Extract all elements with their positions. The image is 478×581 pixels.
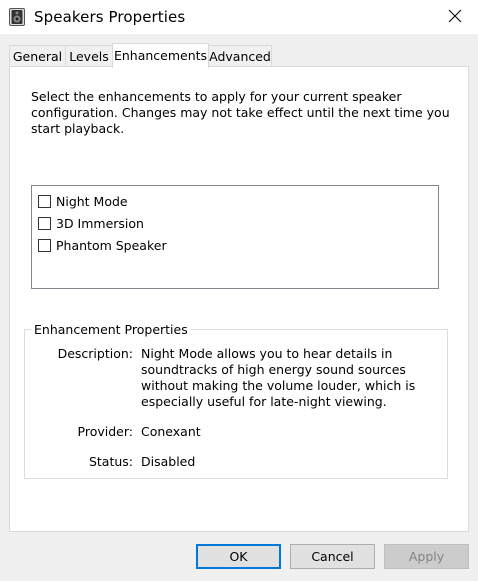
description-label: Description: [57, 346, 133, 361]
enhancement-label: 3D Immersion [56, 215, 144, 231]
intro-text: Select the enhancements to apply for your current speaker configuration. Changes may not take effect until the next time you start playback. [31, 89, 450, 136]
ok-button[interactable]: OK [196, 544, 281, 569]
list-item[interactable] [38, 214, 144, 232]
night-mode-checkbox[interactable] [38, 195, 51, 208]
status-value: Disabled [141, 454, 196, 469]
group-title: Enhancement Properties [31, 322, 191, 337]
close-button[interactable] [432, 0, 478, 32]
enhancements-panel [9, 66, 469, 532]
3d-immersion-checkbox[interactable] [38, 217, 51, 230]
tab-advanced[interactable]: Advanced [208, 45, 272, 67]
status-label: Status: [88, 454, 133, 469]
enhancement-properties-group [24, 322, 448, 479]
phantom-speaker-checkbox[interactable] [38, 239, 51, 252]
speaker-icon [9, 8, 25, 26]
provider-label: Provider: [77, 424, 133, 439]
window-title: Speakers Properties [34, 8, 186, 26]
list-item[interactable] [38, 192, 128, 210]
tab-enhancements[interactable]: Enhancements [112, 43, 209, 68]
provider-value: Conexant [141, 424, 201, 439]
apply-button[interactable]: Apply [384, 544, 469, 569]
title-bar [0, 0, 478, 34]
cancel-button[interactable]: Cancel [290, 544, 375, 569]
close-icon [448, 9, 462, 23]
description-value: Night Mode allows you to hear details in soundtracks of high energy sound sources without making the volume louder, which is especially useful for late-night viewing. [141, 346, 416, 409]
list-item[interactable] [38, 236, 167, 254]
tab-levels[interactable]: Levels [65, 45, 113, 67]
enhancement-list [31, 185, 439, 289]
enhancement-label: Phantom Speaker [56, 237, 167, 253]
enhancement-label: Night Mode [56, 193, 128, 209]
tab-general[interactable]: General [9, 45, 66, 67]
